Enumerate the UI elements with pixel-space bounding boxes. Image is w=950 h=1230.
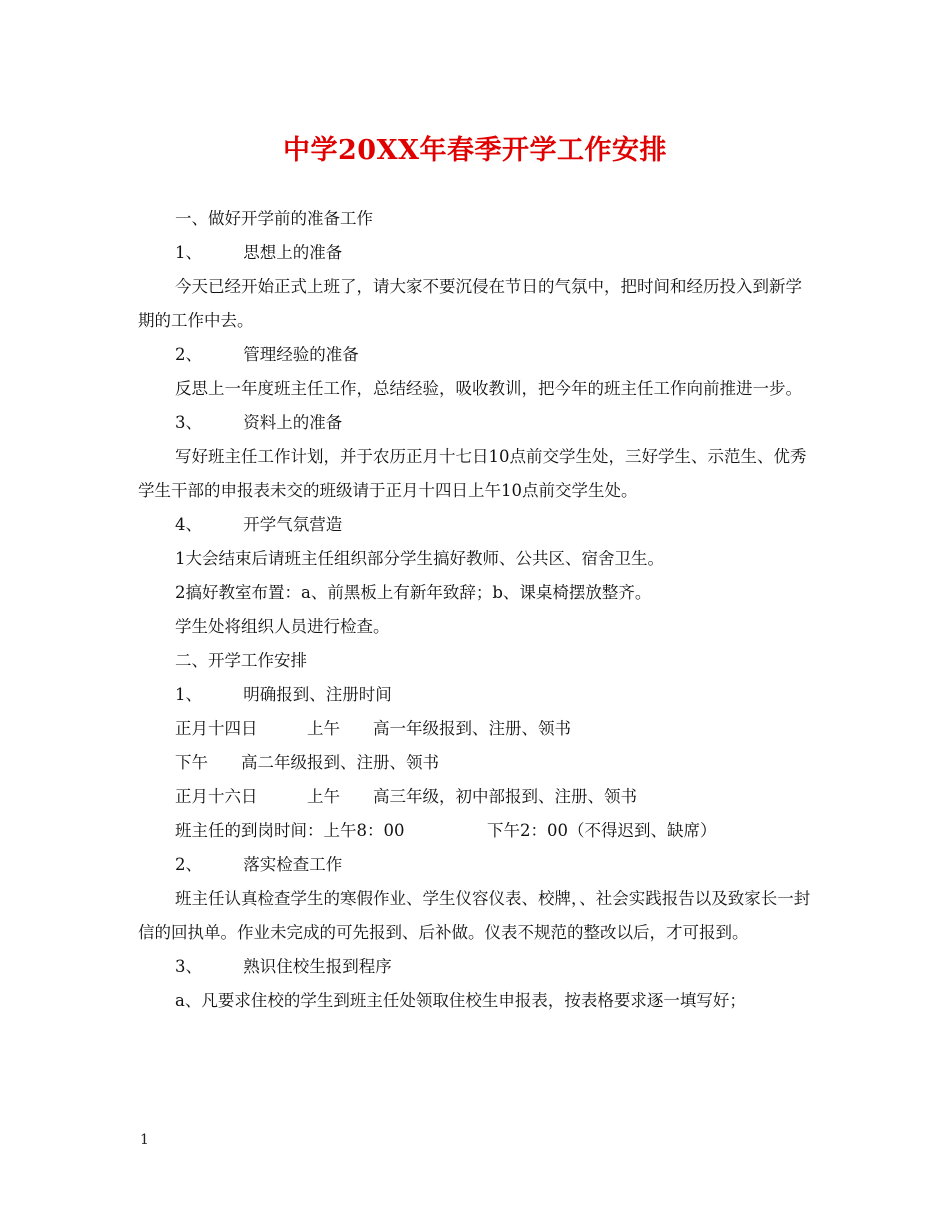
schedule-line: 正月十六日 上午 高三年级，初中部报到、注册、领书 (175, 787, 637, 806)
paragraph: 2搞好教室布置：a、前黑板上有新年致辞；b、课桌椅摆放整齐。 (175, 583, 652, 602)
subheading-1-3: 3、 资料上的准备 (175, 413, 343, 432)
subheading-1-1: 1、 思想上的准备 (175, 243, 343, 262)
schedule-line: 班主任的到岗时间：上午8：00 下午2：00（不得迟到、缺席） (175, 821, 717, 840)
subheading-2-1: 1、 明确报到、注册时间 (175, 685, 392, 704)
paragraph: 反思上一年度班主任工作，总结经验，吸收教训，把今年的班主任工作向前推进一步。 (175, 379, 802, 398)
paragraph: 写好班主任工作计划，并于农历正月十七日10点前交学生处，三好学生、示范生、优秀学生干部的申报表未交的班级请于正月十四日上午10点前交学生处。 (138, 447, 807, 500)
subheading-1-2: 2、 管理经验的准备 (175, 345, 359, 364)
paragraph: 1大会结束后请班主任组织部分学生搞好教师、公共区、宿舍卫生。 (175, 549, 664, 568)
page-number: 1 (140, 1132, 149, 1148)
schedule-line: 正月十四日 上午 高一年级报到、注册、领书 (175, 719, 571, 738)
heading-section-1: 一、做好开学前的准备工作 (175, 209, 373, 228)
schedule-line: 下午 高二年级报到、注册、领书 (175, 753, 439, 772)
paragraph: 班主任认真检查学生的寒假作业、学生仪容仪表、校牌，、社会实践报告以及致家长一封信的回执单。作业未完成的可先报到、后补做。仪表不规范的整改以后，才可报到。 (138, 889, 811, 942)
document-title: 中学20XX年春季开学工作安排 (283, 135, 667, 166)
paragraph: 学生处将组织人员进行检查。 (175, 617, 390, 636)
document-body (138, 202, 814, 1018)
subheading-2-3: 3、 熟识住校生报到程序 (175, 957, 392, 976)
subheading-1-4: 4、 开学气氛营造 (175, 515, 343, 534)
paragraph: a、凡要求住校的学生到班主任处领取住校生申报表，按表格要求逐一填写好； (175, 991, 746, 1010)
paragraph: 今天已经开始正式上班了，请大家不要沉侵在节日的气氛中，把时间和经历投入到新学期的工作中去。 (138, 277, 802, 330)
heading-section-2: 二、开学工作安排 (175, 651, 307, 670)
subheading-2-2: 2、 落实检查工作 (175, 855, 343, 874)
